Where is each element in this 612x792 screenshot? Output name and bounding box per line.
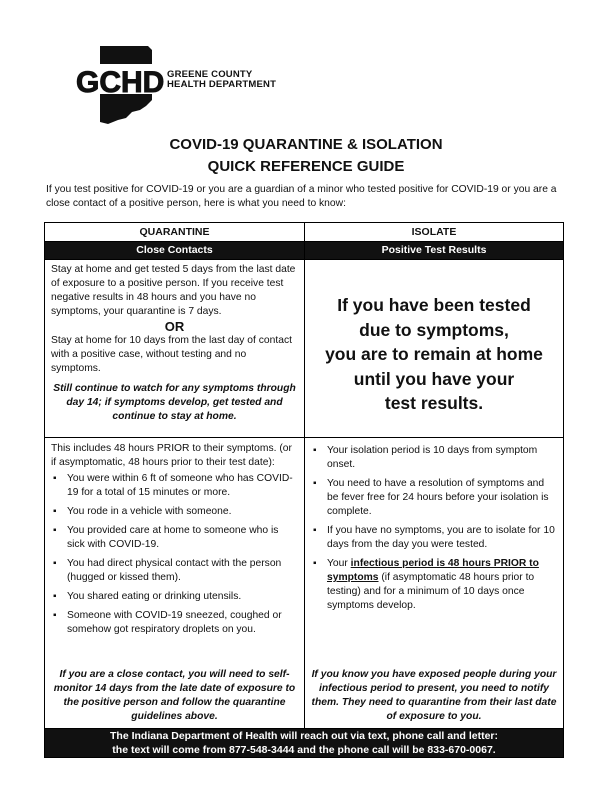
list-item: ▪ You had direct physical contact with the person (hugged or kissed them). bbox=[67, 557, 298, 585]
isolate-tested-message bbox=[305, 260, 564, 438]
page-title: COVID-19 QUARANTINE & ISOLATION bbox=[169, 136, 443, 153]
isolate-list bbox=[311, 444, 557, 613]
quarantine-symptom-note: Still continue to watch for any symptoms through day 14; if symptoms develop, get tested and continue to stay at home. bbox=[53, 383, 296, 422]
or-label: OR bbox=[164, 319, 185, 334]
logo-letters: GCHD bbox=[76, 66, 165, 99]
list-item: ▪ Someone with COVID-19 sneezed, coughed or somehow got respiratory droplets on you. bbox=[67, 609, 298, 637]
list-item: ▪ You need to have a resolution of symptoms and be fever free for 24 hours before your isolation is complete. bbox=[327, 477, 557, 519]
isolate-message-line3: you are to remain at home bbox=[325, 344, 543, 364]
close-contact-note: If you are a close contact, you will need to self-monitor 14 days from the late date of exposure to the positive person and follow the quarantine guidelines above. bbox=[53, 669, 296, 722]
org-name-line2: HEALTH DEPARTMENT bbox=[167, 79, 277, 90]
footer-line1: The Indiana Department of Health will reach out via text, phone call and letter: bbox=[110, 730, 498, 742]
quarantine-header: QUARANTINE bbox=[45, 223, 305, 242]
reference-table bbox=[44, 222, 564, 758]
list-item: ▪ You shared eating or drinking utensils. bbox=[67, 590, 298, 604]
contact-list bbox=[51, 472, 298, 637]
intro-paragraph: If you test positive for COVID-19 or you are a guardian of a minor who tested positive for COVID-19 or you are a close contact of a positive person, here is what you need to know: bbox=[46, 184, 557, 209]
page-subtitle: QUICK REFERENCE GUIDE bbox=[207, 158, 405, 175]
list-item: ▪ You provided care at home to someone who is sick with COVID-19. bbox=[67, 524, 298, 552]
org-name-line1: GREENE COUNTY bbox=[167, 69, 253, 80]
isolate-header: ISOLATE bbox=[305, 223, 564, 242]
close-contact-definition bbox=[45, 438, 305, 729]
quarantine-option-1: Stay at home and get tested 5 days from the last date of exposure to a positive person. If you receive test negative results in 48 hours and you have no symptoms, your quarantine is 7 days. bbox=[51, 264, 296, 317]
infectious-pre: Your bbox=[327, 558, 351, 569]
org-name bbox=[167, 70, 276, 90]
gchd-logo bbox=[74, 40, 289, 128]
positive-results-subheader: Positive Test Results bbox=[305, 242, 564, 260]
list-item: ▪ You rode in a vehicle with someone. bbox=[67, 505, 298, 519]
exposure-notify-note: If you know you have exposed people during your infectious period to present, you need to notify them. They need to quarantine from their last date of exposure to you. bbox=[311, 669, 557, 722]
indiana-state-icon bbox=[74, 40, 174, 128]
list-item-infectious-period bbox=[327, 557, 557, 613]
isolate-message-line2: due to symptoms, bbox=[359, 319, 509, 340]
contact-intro: This includes 48 hours PRIOR to their symptoms. (or if asymptomatic, 48 hours prior to their test date): bbox=[51, 443, 292, 468]
infectious-period-emphasis: infectious period is 48 hours PRIOR to symptoms bbox=[327, 558, 539, 583]
footer-line2: the text will come from 877-548-3444 and the phone call will be 833-670-0067. bbox=[112, 744, 496, 756]
quarantine-option-2: Stay at home for 10 days from the last day of contact with a positive case, without testing and no symptoms. bbox=[51, 335, 292, 374]
quarantine-options bbox=[45, 260, 305, 438]
footer-banner bbox=[45, 729, 564, 758]
isolation-rules bbox=[305, 438, 564, 729]
isolate-message-line1: If you have been tested bbox=[337, 295, 531, 315]
list-item: ▪ Your isolation period is 10 days from symptom onset. bbox=[327, 444, 557, 472]
close-contacts-subheader: Close Contacts bbox=[45, 242, 305, 260]
list-item: ▪ If you have no symptoms, you are to isolate for 10 days from the day you were tested. bbox=[327, 524, 557, 552]
list-item: ▪ You were within 6 ft of someone who has COVID-19 for a total of 15 minutes or more. bbox=[67, 472, 298, 500]
isolate-message-line5: test results. bbox=[384, 393, 484, 413]
infectious-post: (if asymptomatic 48 hours prior to testing) and for a minimum of 10 days once symptoms develop. bbox=[327, 572, 535, 611]
isolate-message-line4: until you have your bbox=[353, 368, 515, 389]
